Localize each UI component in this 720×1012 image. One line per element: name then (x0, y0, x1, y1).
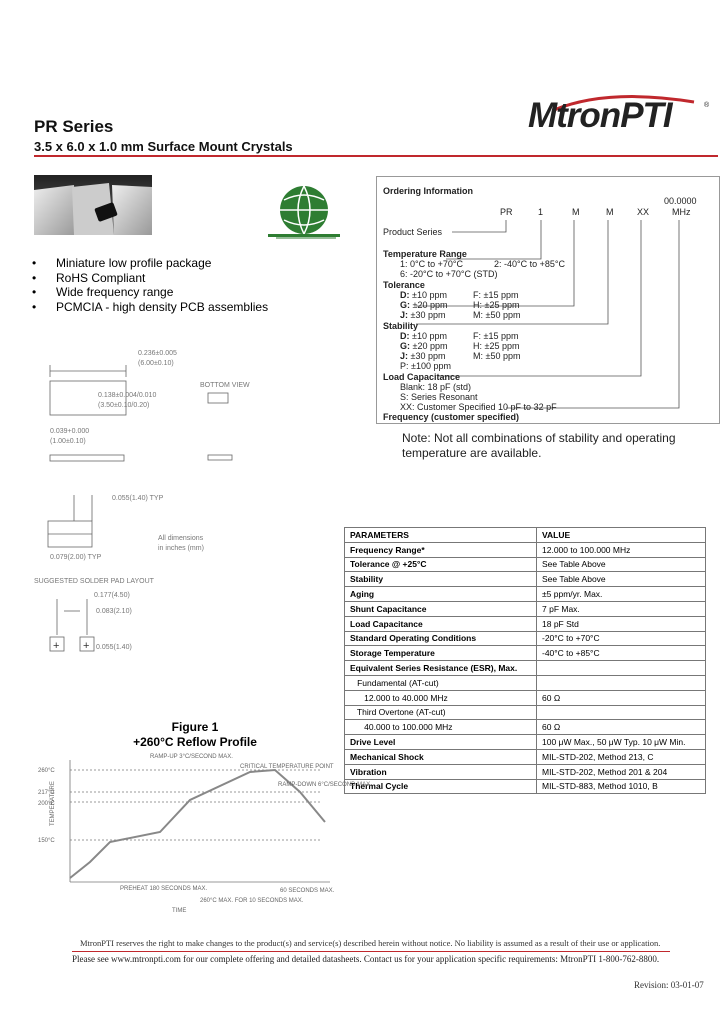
load-option: XX: Customer Specified 10 pF to 32 pF (400, 402, 557, 412)
trademark-mark: ® (704, 102, 710, 109)
param-cell: Mechanical Shock (345, 749, 537, 764)
value-cell: -40°C to +85°C (537, 646, 706, 661)
table-header-row (345, 528, 706, 543)
param-cell: Shunt Capacitance (345, 601, 537, 616)
y-axis-label: TEMPERATURE (50, 781, 56, 826)
code-load: XX (637, 207, 650, 217)
header-divider (34, 155, 718, 157)
param-cell: Storage Temperature (345, 646, 537, 661)
stab-code: D: (400, 331, 410, 341)
value-cell: 7 pF Max. (537, 601, 706, 616)
table-row (345, 690, 706, 705)
plus-pad-icon: + (83, 640, 90, 652)
value-cell: 12.000 to 100.000 MHz (537, 542, 706, 557)
tol-code: M: (473, 310, 483, 320)
table-row (345, 572, 706, 587)
footer-divider (72, 951, 670, 952)
stab-value: ±15 ppm (483, 331, 519, 341)
stability-label: Stability (383, 321, 419, 331)
stab-value: ±25 ppm (484, 341, 520, 351)
ordering-title: Ordering Information (383, 186, 473, 196)
spec-table (344, 527, 706, 794)
param-cell: Standard Operating Conditions (345, 631, 537, 646)
tol-value: ±30 ppm (410, 310, 446, 320)
feature-item: • RoHS Compliant (32, 271, 268, 286)
value-cell (537, 661, 706, 676)
value-cell: MIL-STD-202, Method 201 & 204 (537, 764, 706, 779)
param-cell: Tolerance @ +25°C (345, 557, 537, 572)
stab-value: ±10 ppm (412, 331, 447, 341)
param-cell: Stability (345, 572, 537, 587)
dim-label: 0.083(2.10) (96, 608, 132, 615)
y-tick: 150°C (38, 838, 55, 844)
figure-label: Figure 1 (171, 720, 219, 734)
annotation: CRITICAL TEMPERATURE POINT (240, 764, 334, 770)
value-cell: See Table Above (537, 572, 706, 587)
y-tick: 217°C (38, 790, 55, 796)
value-cell: -20°C to +70°C (537, 631, 706, 646)
temp-range-label: Temperature Range (383, 249, 467, 259)
stab-code: F: (473, 331, 481, 341)
pad-layout-title: SUGGESTED SOLDER PAD LAYOUT (34, 578, 154, 585)
table-row (345, 646, 706, 661)
code-temp: 1 (538, 207, 544, 217)
table-row (345, 705, 706, 720)
tol-value: ±10 ppm (412, 290, 447, 300)
page-subtitle: 3.5 x 6.0 x 1.0 mm Surface Mount Crystals (34, 139, 293, 154)
frequency-label: Frequency (customer specified) (383, 412, 520, 422)
param-cell: 40.000 to 100.000 MHz (345, 720, 537, 735)
param-cell: Load Capacitance (345, 616, 537, 631)
feature-item: • Wide frequency range (32, 285, 268, 300)
figure-caption (120, 720, 270, 750)
dim-label: (1.00±0.10) (50, 438, 86, 445)
dim-label: (3.50±0.10/0.20) (98, 402, 150, 409)
stab-value: ±20 ppm (412, 341, 448, 351)
temp-option: 6: -20°C to +70°C (STD) (400, 269, 498, 279)
tol-value: ±50 ppm (485, 310, 521, 320)
table-row (345, 749, 706, 764)
tol-value: ±15 ppm (483, 290, 519, 300)
param-cell: Fundamental (AT-cut) (345, 675, 537, 690)
stab-value: ±50 ppm (485, 351, 521, 361)
feature-item: • Miniature low profile package (32, 256, 268, 271)
table-row (345, 542, 706, 557)
dim-label: 0.138±0.004/0.010 (98, 392, 157, 399)
y-tick: 260°C (38, 768, 55, 774)
table-row (345, 601, 706, 616)
tol-code: G: (400, 300, 410, 310)
param-cell: Equivalent Series Resistance (ESR), Max. (345, 661, 537, 676)
disclaimer: MtronPTI reserves the right to make changes to the product(s) and service(s) described herein without notice. No liability is assumed as a result of their use or application. (80, 938, 661, 948)
dim-label: 0.177(4.50) (94, 592, 130, 599)
code-stability: M (606, 207, 614, 217)
tol-code: F: (473, 290, 481, 300)
param-cell: 12.000 to 40.000 MHz (345, 690, 537, 705)
table-row (345, 675, 706, 690)
dim-label: 0.079(2.00) TYP (50, 554, 102, 561)
param-cell: Drive Level (345, 735, 537, 750)
annotation: RAMP-DOWN 6°C/SECOND MAX. (278, 782, 372, 788)
param-cell: Third Overtone (AT-cut) (345, 705, 537, 720)
annotation: RAMP-UP 3°C/SECOND MAX. (150, 754, 233, 760)
load-option: Blank: 18 pF (std) (400, 382, 472, 392)
tol-code: D: (400, 290, 410, 300)
figure-title: +260°C Reflow Profile (133, 735, 257, 749)
column-header: PARAMETERS (345, 528, 537, 543)
dims-note: in inches (mm) (158, 545, 204, 552)
table-row (345, 661, 706, 676)
freq-unit: MHz (672, 207, 691, 217)
stab-code: G: (400, 341, 410, 351)
table-row (345, 557, 706, 572)
company-logo: MtronPTI (528, 96, 672, 135)
tol-code: J: (400, 310, 409, 320)
param-cell: Aging (345, 587, 537, 602)
dim-label: (6.00±0.10) (138, 360, 174, 367)
value-cell: 100 μW Max., 50 μW Typ. 10 μW Min. (537, 735, 706, 750)
value-cell: MIL-STD-883, Method 1010, B (537, 779, 706, 794)
dim-label: 0.039+0.000 (50, 428, 90, 435)
plus-pad-icon: + (53, 640, 60, 652)
ordering-note (402, 431, 676, 461)
tol-code: H: (473, 300, 482, 310)
feature-item: • PCMCIA - high density PCB assemblies (32, 300, 268, 315)
tol-value: ±25 ppm (484, 300, 520, 310)
y-tick: 200°C (38, 801, 55, 807)
annotation: PREHEAT 180 SECONDS MAX. (120, 886, 208, 892)
column-header: VALUE (537, 528, 706, 543)
revision: Revision: 03-01-07 (634, 980, 704, 990)
code-series: PR (500, 207, 513, 217)
table-row (345, 764, 706, 779)
param-cell: Vibration (345, 764, 537, 779)
value-cell: ±5 ppm/yr. Max. (537, 587, 706, 602)
stab-code: H: (473, 341, 482, 351)
value-cell (537, 675, 706, 690)
value-cell: 60 Ω (537, 720, 706, 735)
temp-option: 2: -40°C to +85°C (494, 259, 565, 269)
annotation: 260°C MAX. FOR 10 SECONDS MAX. (200, 898, 304, 904)
table-row (345, 631, 706, 646)
code-tolerance: M (572, 207, 580, 217)
freq-example: 00.0000 (664, 196, 697, 206)
value-cell: 60 Ω (537, 690, 706, 705)
stab-code: M: (473, 351, 483, 361)
product-series-label: Product Series (383, 227, 443, 237)
note-line: Note: Not all combinations of stability and operating (402, 431, 676, 445)
crystal-photo (34, 175, 152, 235)
value-cell: 18 pF Std (537, 616, 706, 631)
dim-label: 0.055(1.40) TYP (112, 495, 164, 502)
temp-option: 1: 0°C to +70°C (400, 259, 463, 269)
dim-label: 0.055(1.40) (96, 644, 132, 651)
rohs-globe-icon (266, 180, 346, 244)
view-label: BOTTOM VIEW (200, 382, 250, 389)
stab-option: P: ±100 ppm (400, 361, 451, 371)
table-row (345, 779, 706, 794)
table-row (345, 735, 706, 750)
table-row (345, 720, 706, 735)
value-cell: See Table Above (537, 557, 706, 572)
value-cell (537, 705, 706, 720)
param-cell: Frequency Range* (345, 542, 537, 557)
dims-note: All dimensions (158, 535, 204, 542)
mechanical-drawing (34, 345, 274, 665)
page-title: PR Series (34, 117, 114, 136)
tolerance-label: Tolerance (383, 280, 425, 290)
table-row (345, 616, 706, 631)
x-axis-label: TIME (172, 908, 187, 914)
load-option: S: Series Resonant (400, 392, 478, 402)
note-line: temperature are available. (402, 446, 542, 460)
annotation: 60 SECONDS MAX. (280, 888, 335, 894)
dim-label: 0.236±0.005 (138, 350, 177, 357)
value-cell: MIL-STD-202, Method 213, C (537, 749, 706, 764)
contact-line: Please see www.mtronpti.com for our complete offering and detailed datasheets. Contact us for your application specific requirements: MtronPTI 1-800-762-8800. (72, 954, 660, 964)
feature-list (32, 256, 268, 314)
load-cap-label: Load Capacitance (383, 372, 461, 382)
table-row (345, 587, 706, 602)
param-cell: Thermal Cycle (345, 779, 537, 794)
stab-value: ±30 ppm (410, 351, 446, 361)
stab-code: J: (400, 351, 409, 361)
tol-value: ±20 ppm (412, 300, 448, 310)
